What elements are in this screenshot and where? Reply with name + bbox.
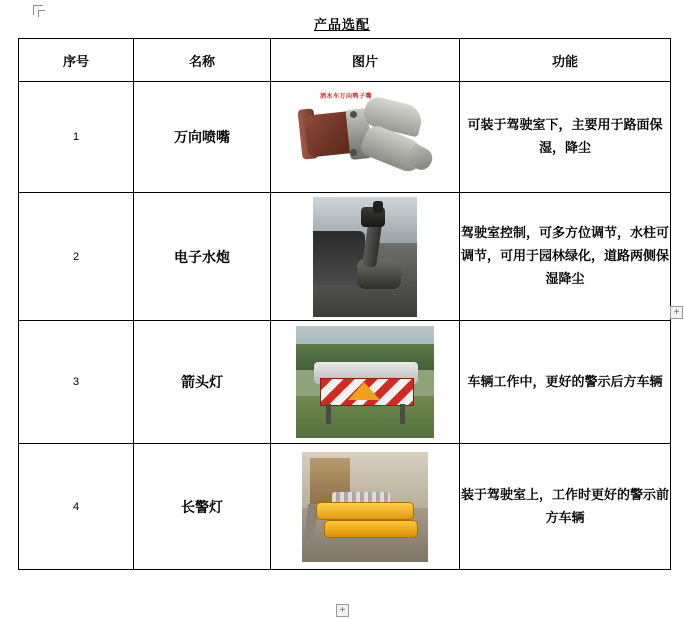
table-header	[19, 39, 671, 82]
nozzle-bolt-shape	[350, 149, 357, 156]
resize-handle-bottom[interactable]: +	[336, 604, 349, 617]
cell-picture-4	[271, 444, 460, 570]
cell-function-3: 车辆工作中，更好的警示后方车辆	[460, 321, 671, 444]
table-row	[19, 321, 671, 444]
cell-function-4: 装于驾驶室上，工作时更好的警示前方车辆	[460, 444, 671, 570]
nozzle-bolt-shape	[350, 111, 357, 118]
page-title: 产品选配	[313, 17, 370, 32]
support-post-right-shape	[400, 404, 405, 424]
cell-function-2: 驾驶室控制，可多方位调节，水柱可调节，可用于园林绿化，道路两侧保湿降尘	[460, 193, 671, 321]
cell-no-1: 1	[19, 82, 134, 193]
cell-picture-3	[271, 321, 460, 444]
table-row	[19, 82, 671, 193]
cell-picture-1	[271, 82, 460, 193]
support-post-left-shape	[326, 404, 331, 424]
column-header-picture: 图片	[271, 39, 460, 82]
light-bar-upper-shape	[316, 502, 414, 520]
cell-name-3: 箭头灯	[134, 321, 271, 444]
long-warning-light-image	[302, 452, 428, 562]
cell-name-4: 长警灯	[134, 444, 271, 570]
cannon-nozzle-shape	[373, 201, 383, 213]
table-body	[19, 82, 671, 570]
cell-no-3: 3	[19, 321, 134, 444]
picture-wrap-1	[271, 82, 459, 192]
universal-nozzle-image	[290, 89, 440, 185]
picture-wrap-2	[271, 193, 459, 320]
cell-no-4: 4	[19, 444, 134, 570]
column-header-no: 序号	[19, 39, 134, 82]
light-bar-lower-shape	[324, 520, 418, 538]
picture-wrap-3	[271, 321, 459, 443]
column-header-name: 名称	[134, 39, 271, 82]
picture-wrap-4	[271, 444, 459, 569]
table-header-row	[19, 39, 671, 82]
cell-name-2: 电子水炮	[134, 193, 271, 321]
image-caption-1: 洒水车万向鸭子嘴	[320, 94, 373, 100]
product-options-table	[18, 38, 671, 570]
arrow-light-image	[296, 326, 434, 438]
cell-no-2: 2	[19, 193, 134, 321]
electronic-water-cannon-image	[313, 197, 417, 317]
cell-picture-2	[271, 193, 460, 321]
table-row	[19, 444, 671, 570]
cell-function-1: 可装于驾驶室下，主要用于路面保湿，降尘	[460, 82, 671, 193]
cell-name-1: 万向喷嘴	[134, 82, 271, 193]
column-header-function: 功能	[460, 39, 671, 82]
resize-handle-right[interactable]: +	[670, 306, 683, 319]
table-row	[19, 193, 671, 321]
arrow-icon	[348, 382, 380, 400]
